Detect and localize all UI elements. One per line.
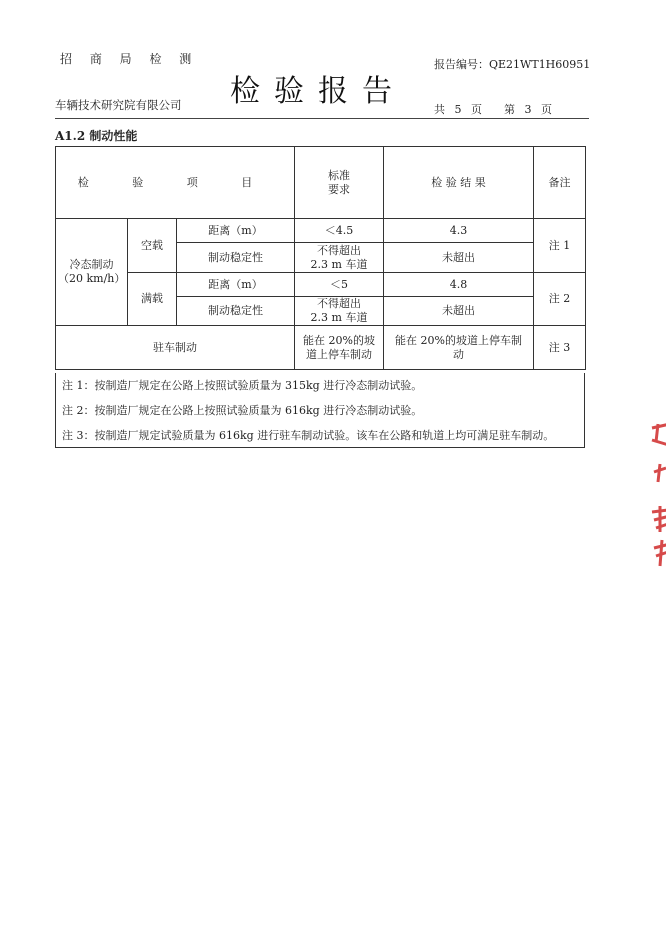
note-ref-1: 注 1: [534, 219, 586, 273]
header-standard: 标准 要求: [295, 147, 384, 219]
empty-stability-standard: 不得超出 2.3 m 车道: [295, 243, 384, 273]
note-2: 注 2：按制造厂规定在公路上按照试验质量为 616kg 进行冷态制动试验。: [62, 404, 423, 417]
parking-standard: 能在 20%的坡 道上停车制动: [295, 326, 384, 370]
stability-label: 制动稳定性: [177, 243, 295, 273]
cold-braking-label: 冷态制动 （20 km/h）: [56, 219, 128, 326]
header-divider: [55, 118, 589, 119]
braking-table: [55, 146, 586, 370]
note-1: 注 1：按制造厂规定在公路上按照试验质量为 315kg 进行冷态制动试验。: [62, 379, 423, 392]
bureau-name: 招 商 局 检 测: [60, 52, 192, 66]
table-row: [56, 273, 586, 297]
header-note: 备注: [534, 147, 586, 219]
note-ref-3: 注 3: [534, 326, 586, 370]
empty-distance-result: 4.3: [384, 219, 534, 243]
section-title: A1.2 制动性能: [55, 129, 138, 143]
seal-stamp-edge: [648, 420, 666, 600]
document-title: 检验报告: [230, 74, 406, 109]
note-3: 注 3：按制造厂规定试验质量为 616kg 进行驻车制动试验。该车在公路和轨道上均可满足驻车制动。: [62, 429, 555, 442]
notes-box: [55, 373, 585, 448]
table-row: [56, 326, 586, 370]
empty-load-label: 空载: [128, 219, 177, 273]
empty-distance-standard: ＜4.5: [295, 219, 384, 243]
table-row: [56, 219, 586, 243]
parking-result: 能在 20%的坡道上停车制 动: [384, 326, 534, 370]
report-number: 报告编号：QE21WT1H60951: [434, 58, 591, 71]
header-item: 检 验 项 目: [56, 147, 295, 219]
full-distance-result: 4.8: [384, 273, 534, 297]
full-stability-standard: 不得超出 2.3 m 车道: [295, 297, 384, 326]
full-load-label: 满载: [128, 273, 177, 326]
page-counter: 共 5 页 第 3 页: [434, 103, 552, 116]
header-result: 检 验 结 果: [384, 147, 534, 219]
distance-label: 距离（m）: [177, 219, 295, 243]
full-stability-result: 未超出: [384, 297, 534, 326]
stability-label: 制动稳定性: [177, 297, 295, 326]
empty-stability-result: 未超出: [384, 243, 534, 273]
distance-label: 距离（m）: [177, 273, 295, 297]
note-ref-2: 注 2: [534, 273, 586, 326]
table-header-row: [56, 147, 586, 219]
full-distance-standard: ＜5: [295, 273, 384, 297]
company-name: 车辆技术研究院有限公司: [55, 98, 182, 112]
parking-brake-label: 驻车制动: [56, 326, 295, 370]
